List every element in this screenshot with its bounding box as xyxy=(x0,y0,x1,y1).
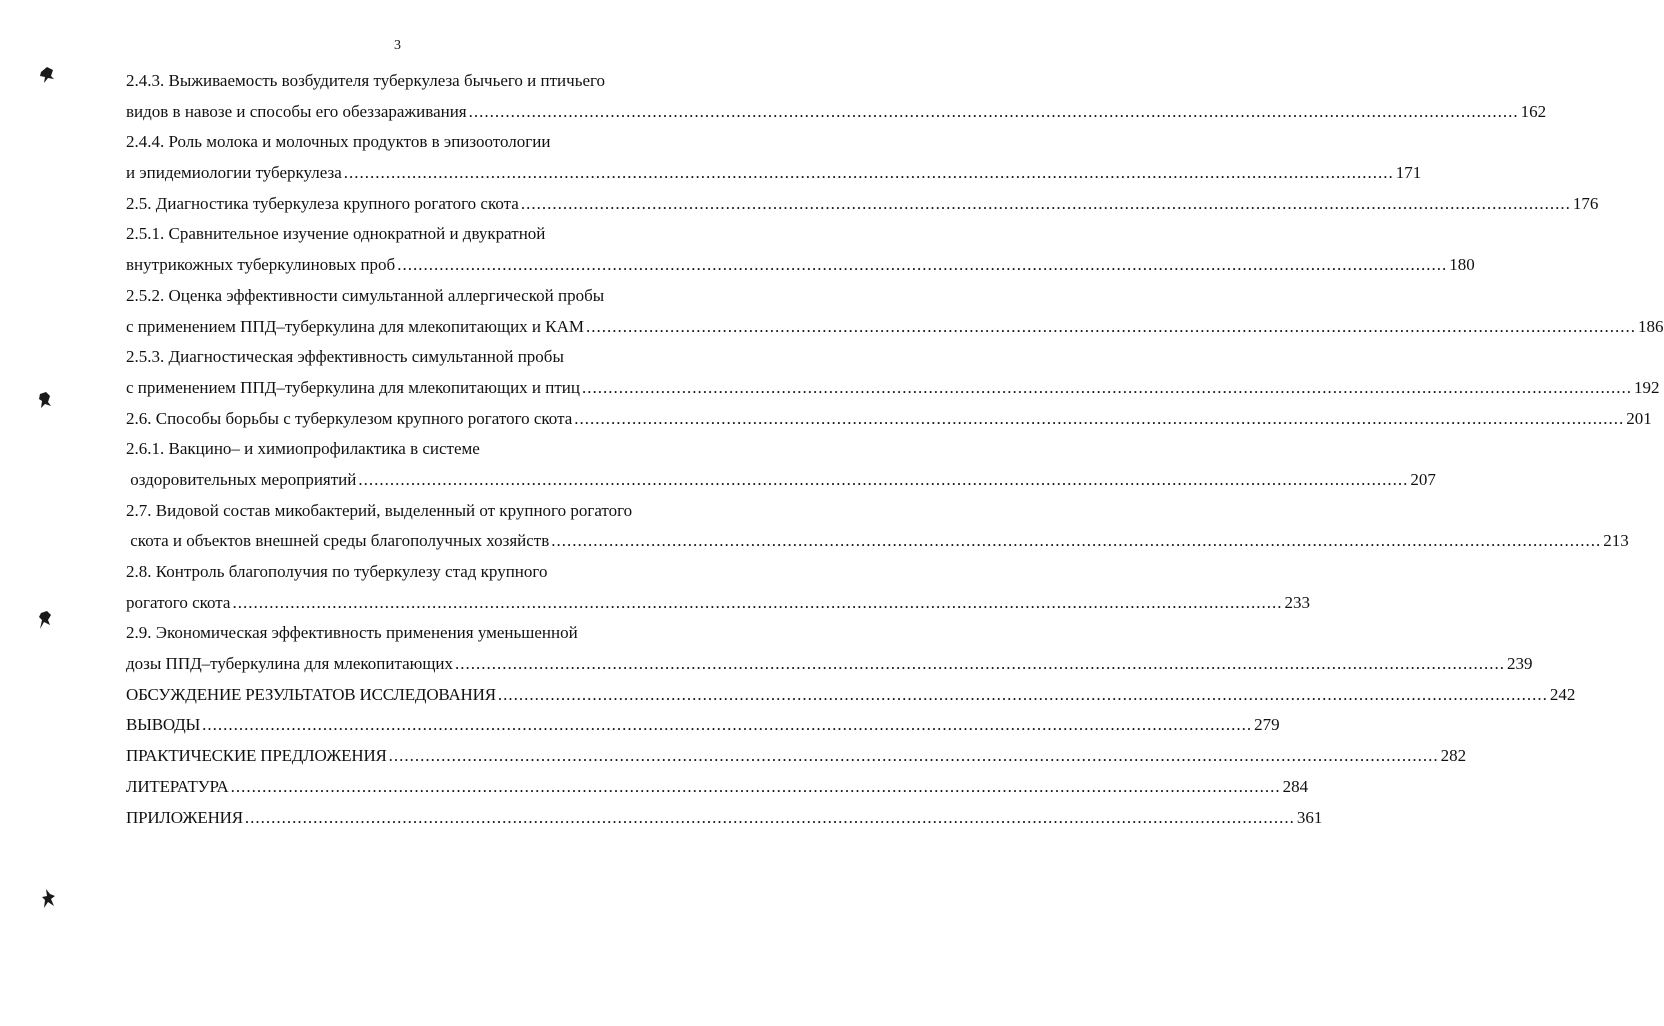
toc-entry-title: 2.4.3. Выживаемость возбудителя туберкулеза бычьего и птичьего xyxy=(126,71,606,90)
toc-page-number: 282 xyxy=(1440,746,1467,766)
toc-entry-line-continued xyxy=(126,434,731,465)
toc-entry-line xyxy=(126,465,1436,496)
toc-entry-title: 2.7. Видовой состав микобактерий, выделенный от крупного рогатого xyxy=(126,500,633,520)
toc-entry-title: 2.9. Экономическая эффективность применения уменьшенной xyxy=(126,623,578,643)
toc-entry-line-continued xyxy=(126,496,731,527)
toc-page-number: 233 xyxy=(1284,592,1310,612)
toc-entry-line xyxy=(126,588,1310,619)
toc-entry-line xyxy=(126,803,1323,834)
toc-entry-title: с применением ППД–туберкулина для млекопитающих и КАМ xyxy=(126,316,585,336)
dot-leader: ........................................................................................................................................................................................................ xyxy=(202,715,1253,735)
toc-entry-title: ОБСУЖДЕНИЕ РЕЗУЛЬТАТОВ ИССЛЕДОВАНИЯ xyxy=(126,684,496,704)
dot-leader: ........................................................................................................................................................................................................ xyxy=(520,193,1571,213)
toc-entry-title: 2.5.2. Оценка эффективности симультанной аллергической пробы xyxy=(126,285,605,305)
toc-page-number: 239 xyxy=(1507,654,1533,674)
toc-page-number: 186 xyxy=(1638,316,1664,336)
toc-entry-title: 2.5. Диагностика туберкулеза крупного рогатого скота xyxy=(126,193,519,213)
toc-entry-title: рогатого скота xyxy=(126,592,231,612)
toc-entry-title: дозы ППД–туберкулина для млекопитающих xyxy=(126,654,454,674)
toc-entry-line-continued xyxy=(126,342,731,373)
toc-entry-line xyxy=(126,158,1422,189)
dot-leader: ........................................................................................................................................................................................................ xyxy=(551,531,1602,551)
dot-leader: ........................................................................................................................................................................................................ xyxy=(455,654,1506,674)
dot-leader: ........................................................................................................................................................................................................ xyxy=(497,684,1548,704)
scan-mark-3 xyxy=(36,608,54,632)
toc-page-number: 279 xyxy=(1254,715,1280,735)
toc-entry-title: 2.4.4. Роль молока и молочных продуктов в эпизоотологии xyxy=(126,132,551,152)
toc-entry-line xyxy=(126,680,1576,711)
toc-entry-line xyxy=(126,741,1467,772)
toc-entry-title: ВЫВОДЫ xyxy=(126,715,201,735)
toc-page-number: 284 xyxy=(1282,776,1309,796)
toc-entry-title: ПРАКТИЧЕСКИЕ ПРЕДЛОЖЕНИЯ xyxy=(126,746,387,766)
toc-entry-title: 2.6.1. Вакцино– и химиопрофилактика в системе xyxy=(126,439,480,459)
page-number: 3 xyxy=(394,38,401,53)
dot-leader: ........................................................................................................................................................................................................ xyxy=(397,255,1448,275)
toc-entry-title: 2.5.3. Диагностическая эффективность симультанной пробы xyxy=(126,347,564,367)
toc-entry-line xyxy=(126,312,1664,343)
toc-entry-line xyxy=(126,526,1629,557)
toc-entry-line xyxy=(126,189,1599,220)
toc-entry-title: оздоровительных мероприятий xyxy=(126,469,357,489)
toc-entry-title: 2.8. Контроль благополучия по туберкулезу стад крупного xyxy=(126,562,548,581)
dot-leader: ........................................................................................................................................................................................................ xyxy=(230,776,1281,796)
toc-page-number: 242 xyxy=(1549,684,1576,704)
toc-page-number: 192 xyxy=(1634,377,1660,397)
toc-entry-title: скота и объектов внешней среды благополучных хозяйств xyxy=(126,531,550,551)
toc-page-number: 361 xyxy=(1296,807,1323,827)
toc-entry-line-continued xyxy=(126,127,731,158)
table-of-contents xyxy=(126,66,1664,833)
dot-leader: ........................................................................................................................................................................................................ xyxy=(244,807,1295,827)
dot-leader: ........................................................................................................................................................................................................ xyxy=(232,592,1283,612)
scan-mark-4 xyxy=(40,886,58,910)
toc-page-number: 162 xyxy=(1520,101,1547,121)
toc-entry-line xyxy=(126,250,1475,281)
dot-leader: ........................................................................................................................................................................................................ xyxy=(582,377,1633,397)
toc-entry-title: видов в навозе и способы его обеззараживания xyxy=(126,101,467,121)
toc-entry-title: с применением ППД–туберкулина для млекопитающих и птиц xyxy=(126,377,581,397)
toc-entry-title: ПРИЛОЖЕНИЯ xyxy=(126,807,243,827)
toc-entry-line xyxy=(126,710,1280,741)
toc-page-number: 171 xyxy=(1395,163,1422,183)
toc-page-number: 201 xyxy=(1626,408,1652,428)
toc-entry-line-continued xyxy=(126,557,731,588)
dot-leader: ........................................................................................................................................................................................................ xyxy=(586,316,1637,336)
toc-entry-title: 2.6. Способы борьбы с туберкулезом крупного рогатого скота xyxy=(126,408,573,428)
scan-mark-2 xyxy=(36,388,54,412)
toc-entry-title: 2.5.1. Сравнительное изучение однократной и двукратной xyxy=(126,224,546,244)
dot-leader: ........................................................................................................................................................................................................ xyxy=(358,469,1409,489)
toc-entry-title: ЛИТЕРАТУРА xyxy=(126,776,229,796)
toc-entry-title: внутрикожных туберкулиновых проб xyxy=(126,255,396,275)
scan-mark-1 xyxy=(38,64,56,88)
toc-entry-line xyxy=(126,649,1533,680)
toc-entry-line-continued xyxy=(126,66,731,97)
toc-page-number: 207 xyxy=(1410,469,1436,489)
dot-leader: ........................................................................................................................................................................................................ xyxy=(574,408,1625,428)
dot-leader: ........................................................................................................................................................................................................ xyxy=(468,101,1519,121)
toc-entry-line xyxy=(126,404,1652,435)
dot-leader: ........................................................................................................................................................................................................ xyxy=(388,746,1439,766)
toc-entry-line-continued xyxy=(126,219,731,250)
toc-page-number: 213 xyxy=(1603,531,1629,551)
dot-leader: ........................................................................................................................................................................................................ xyxy=(343,163,1394,183)
toc-entry-line-continued xyxy=(126,618,731,649)
toc-entry-line xyxy=(126,373,1660,404)
toc-entry-line-continued xyxy=(126,281,731,312)
toc-page-number: 176 xyxy=(1572,193,1599,213)
toc-entry-line xyxy=(126,772,1309,803)
toc-entry-line xyxy=(126,97,1547,128)
toc-page-number: 180 xyxy=(1449,255,1475,275)
toc-entry-title: и эпидемиологии туберкулеза xyxy=(126,163,342,183)
